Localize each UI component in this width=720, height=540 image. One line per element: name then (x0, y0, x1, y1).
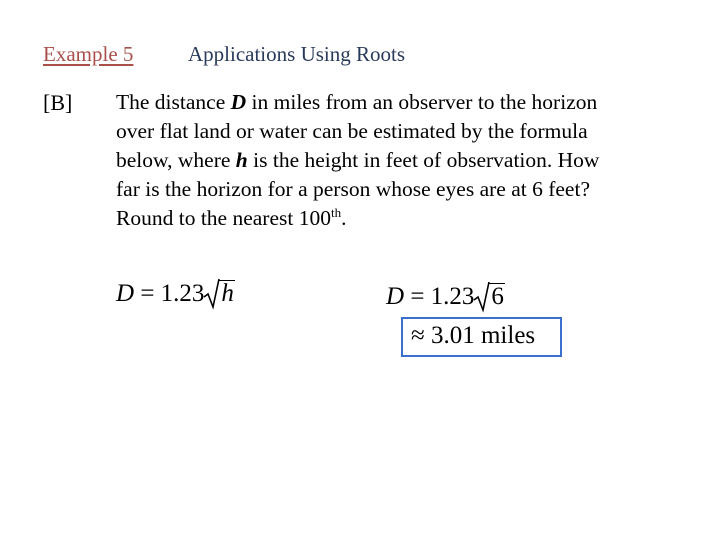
answer (411, 322, 535, 350)
square-root: h (219, 280, 235, 307)
example-title: Applications Using Roots (188, 42, 406, 66)
problem-line-2: over flat land or water can be estimated by the formula (116, 119, 588, 143)
approx-symbol: ≈ (411, 322, 425, 349)
answer-unit: miles (480, 322, 536, 349)
problem-statement (116, 88, 686, 233)
problem-line-1: The distance D in miles from an observer to the horizon (116, 90, 598, 114)
radical-sign-icon (204, 279, 220, 309)
variable-h: h (235, 148, 248, 172)
radical-sign-icon (474, 282, 490, 312)
ordinal-suffix: th (330, 205, 342, 220)
square-root: 6 (489, 283, 505, 310)
part-label: [B] (43, 90, 73, 115)
problem-line-3: below, where h is the height in feet of observation. How (116, 148, 600, 172)
example-label: Example 5 (43, 42, 134, 66)
variable-d: D (230, 90, 247, 114)
answer-value: 3.01 (430, 322, 475, 349)
formula-substituted: D = 1.23 6 (386, 283, 504, 310)
problem-line-5: Round to the nearest 100th. (116, 205, 347, 230)
problem-line-4: far is the horizon for a person whose eyes are at 6 feet? (116, 177, 590, 201)
formula-general: D = 1.23 h (116, 280, 234, 307)
